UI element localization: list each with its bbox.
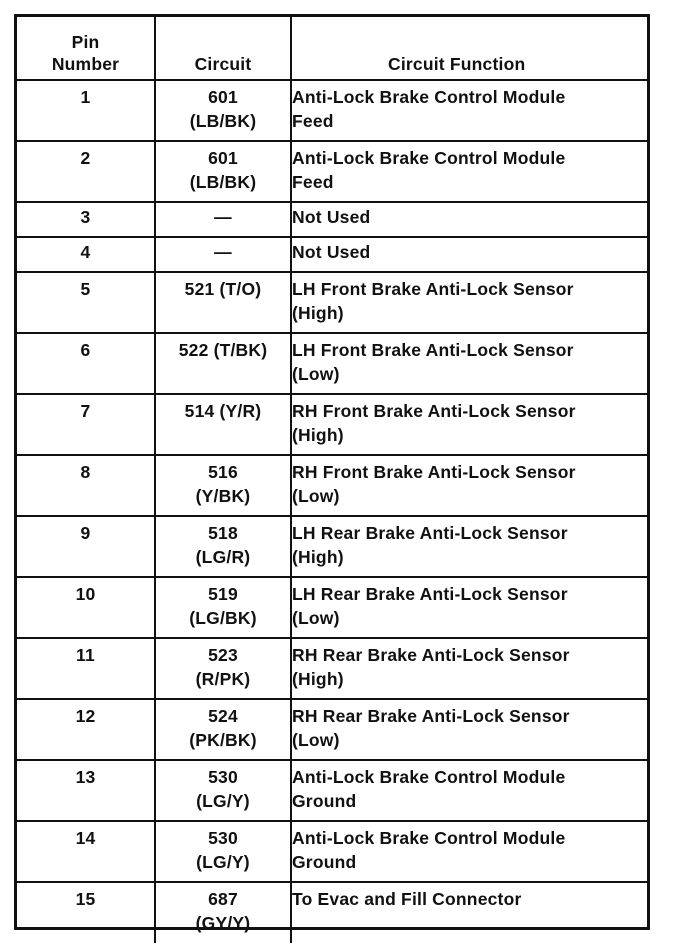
circuit-text: (PK/BK) bbox=[189, 730, 257, 750]
pin-number: 12 bbox=[75, 706, 96, 726]
circuit-cell bbox=[155, 577, 291, 638]
circuit-text: (LB/BK) bbox=[189, 172, 257, 192]
circuit-function-text: (High) bbox=[292, 547, 344, 567]
table-row bbox=[17, 333, 647, 394]
circuit-text: 523 bbox=[208, 645, 238, 665]
pin-circuit-table bbox=[17, 17, 647, 943]
circuit-cell bbox=[155, 821, 291, 882]
circuit-text: 601 bbox=[208, 148, 238, 168]
circuit-text: (LG/BK) bbox=[189, 608, 257, 628]
circuit-function-text: Ground bbox=[292, 791, 357, 811]
table-row bbox=[17, 272, 647, 333]
circuit-text: 514 (Y/R) bbox=[184, 401, 262, 421]
circuit-function-cell bbox=[291, 760, 647, 821]
circuit-function-cell bbox=[291, 577, 647, 638]
pin-number-cell bbox=[17, 760, 155, 821]
header-pin-line2: Number bbox=[51, 54, 120, 74]
circuit-cell bbox=[155, 333, 291, 394]
circuit-function-text: Ground bbox=[292, 852, 357, 872]
circuit-function-cell bbox=[291, 141, 647, 202]
circuit-text: (R/PK) bbox=[195, 669, 251, 689]
circuit-function-text: RH Front Brake Anti-Lock Sensor bbox=[292, 401, 576, 421]
circuit-cell bbox=[155, 141, 291, 202]
pin-number-cell bbox=[17, 577, 155, 638]
circuit-text: (LG/Y) bbox=[196, 852, 250, 872]
circuit-function-text: (Low) bbox=[292, 608, 340, 628]
circuit-function-cell bbox=[291, 272, 647, 333]
pin-number: 7 bbox=[80, 401, 91, 421]
circuit-text: 687 bbox=[208, 889, 238, 909]
table-body bbox=[17, 80, 647, 943]
table-row bbox=[17, 455, 647, 516]
circuit-function-text: Feed bbox=[292, 172, 334, 192]
circuit-function-cell bbox=[291, 516, 647, 577]
circuit-function-cell bbox=[291, 394, 647, 455]
circuit-text: (Y/BK) bbox=[195, 486, 251, 506]
circuit-text: (LB/BK) bbox=[189, 111, 257, 131]
pin-number-cell bbox=[17, 202, 155, 237]
circuit-text: (LG/Y) bbox=[196, 791, 250, 811]
circuit-function-text: Anti-Lock Brake Control Module bbox=[292, 148, 566, 168]
header-pin-number bbox=[17, 17, 155, 80]
circuit-function-text: LH Rear Brake Anti-Lock Sensor bbox=[292, 523, 568, 543]
circuit-function-text: (High) bbox=[292, 425, 344, 445]
header-circuit: Circuit bbox=[155, 17, 291, 80]
circuit-function-cell bbox=[291, 80, 647, 141]
table-row bbox=[17, 577, 647, 638]
circuit-cell bbox=[155, 882, 291, 943]
table-row bbox=[17, 202, 647, 237]
pin-number-cell bbox=[17, 699, 155, 760]
pin-number-cell bbox=[17, 638, 155, 699]
circuit-cell bbox=[155, 760, 291, 821]
table-row bbox=[17, 821, 647, 882]
pin-number: 10 bbox=[75, 584, 96, 604]
pin-number: 11 bbox=[76, 645, 95, 665]
circuit-text: 530 bbox=[208, 767, 238, 787]
circuit-text: 518 bbox=[208, 523, 238, 543]
pin-number: 2 bbox=[80, 148, 91, 168]
table-row bbox=[17, 638, 647, 699]
header-pin-line1: Pin bbox=[71, 32, 100, 52]
circuit-function-cell bbox=[291, 237, 647, 272]
table-row bbox=[17, 882, 647, 943]
circuit-function-text: (High) bbox=[292, 303, 344, 323]
circuit-cell bbox=[155, 80, 291, 141]
circuit-text: 516 bbox=[208, 462, 238, 482]
circuit-text: 519 bbox=[208, 584, 238, 604]
circuit-function-cell bbox=[291, 638, 647, 699]
pin-number-cell bbox=[17, 80, 155, 141]
circuit-cell bbox=[155, 638, 291, 699]
pin-number: 5 bbox=[80, 279, 91, 299]
table-row bbox=[17, 760, 647, 821]
pin-number-cell bbox=[17, 333, 155, 394]
circuit-function-text: (High) bbox=[292, 669, 344, 689]
pin-number: 4 bbox=[80, 242, 91, 262]
pin-number-cell bbox=[17, 516, 155, 577]
circuit-function-cell bbox=[291, 882, 647, 943]
table-row bbox=[17, 699, 647, 760]
header-circuit-function: Circuit Function bbox=[291, 17, 647, 80]
circuit-cell bbox=[155, 272, 291, 333]
table-row bbox=[17, 516, 647, 577]
pin-number-cell bbox=[17, 455, 155, 516]
circuit-text: 524 bbox=[208, 706, 238, 726]
circuit-cell bbox=[155, 455, 291, 516]
table-row bbox=[17, 237, 647, 272]
circuit-cell bbox=[155, 394, 291, 455]
pin-number: 8 bbox=[80, 462, 91, 482]
circuit-function-text: Anti-Lock Brake Control Module bbox=[292, 87, 566, 107]
circuit-function-text: LH Front Brake Anti-Lock Sensor bbox=[292, 340, 574, 360]
table-row bbox=[17, 141, 647, 202]
table-row bbox=[17, 394, 647, 455]
circuit-function-text: (Low) bbox=[292, 364, 340, 384]
circuit-function-cell bbox=[291, 699, 647, 760]
pin-number-cell bbox=[17, 237, 155, 272]
pin-number: 13 bbox=[75, 767, 96, 787]
circuit-function-text: Feed bbox=[292, 111, 334, 131]
circuit-cell bbox=[155, 202, 291, 237]
circuit-function-text: RH Rear Brake Anti-Lock Sensor bbox=[292, 706, 570, 726]
circuit-cell bbox=[155, 699, 291, 760]
pin-number-cell bbox=[17, 821, 155, 882]
circuit-function-text: LH Rear Brake Anti-Lock Sensor bbox=[292, 584, 568, 604]
circuit-cell bbox=[155, 516, 291, 577]
pin-number-cell bbox=[17, 394, 155, 455]
circuit-function-cell bbox=[291, 821, 647, 882]
circuit-function-text: RH Front Brake Anti-Lock Sensor bbox=[292, 462, 576, 482]
pin-number: 1 bbox=[80, 87, 91, 107]
pin-number: 3 bbox=[80, 207, 91, 227]
circuit-function-text: LH Front Brake Anti-Lock Sensor bbox=[292, 279, 574, 299]
circuit-text: 530 bbox=[208, 828, 238, 848]
pin-number-cell bbox=[17, 882, 155, 943]
circuit-function-cell bbox=[291, 202, 647, 237]
circuit-function-cell bbox=[291, 455, 647, 516]
circuit-text: — bbox=[214, 242, 232, 262]
pin-number: 6 bbox=[80, 340, 91, 360]
circuit-text: 521 (T/O) bbox=[184, 279, 262, 299]
pin-number: 14 bbox=[75, 828, 96, 848]
circuit-text: 522 (T/BK) bbox=[178, 340, 268, 360]
circuit-function-text: Anti-Lock Brake Control Module bbox=[292, 828, 566, 848]
circuit-cell bbox=[155, 237, 291, 272]
circuit-function-text: (Low) bbox=[292, 730, 340, 750]
circuit-function-text: (Low) bbox=[292, 486, 340, 506]
pin-number: 9 bbox=[80, 523, 91, 543]
circuit-function-text: To Evac and Fill Connector bbox=[292, 889, 522, 909]
circuit-text: — bbox=[214, 207, 232, 227]
pin-number: 15 bbox=[75, 889, 96, 909]
circuit-text: (GY/Y) bbox=[195, 913, 251, 933]
circuit-function-text: Not Used bbox=[292, 207, 371, 227]
header-row bbox=[17, 17, 647, 80]
circuit-function-text: Anti-Lock Brake Control Module bbox=[292, 767, 566, 787]
circuit-text: 601 bbox=[208, 87, 238, 107]
circuit-function-text: RH Rear Brake Anti-Lock Sensor bbox=[292, 645, 570, 665]
pin-number-cell bbox=[17, 272, 155, 333]
circuit-function-cell bbox=[291, 333, 647, 394]
circuit-function-text: Not Used bbox=[292, 242, 371, 262]
table-row bbox=[17, 80, 647, 141]
pin-number-cell bbox=[17, 141, 155, 202]
circuit-text: (LG/R) bbox=[195, 547, 251, 567]
